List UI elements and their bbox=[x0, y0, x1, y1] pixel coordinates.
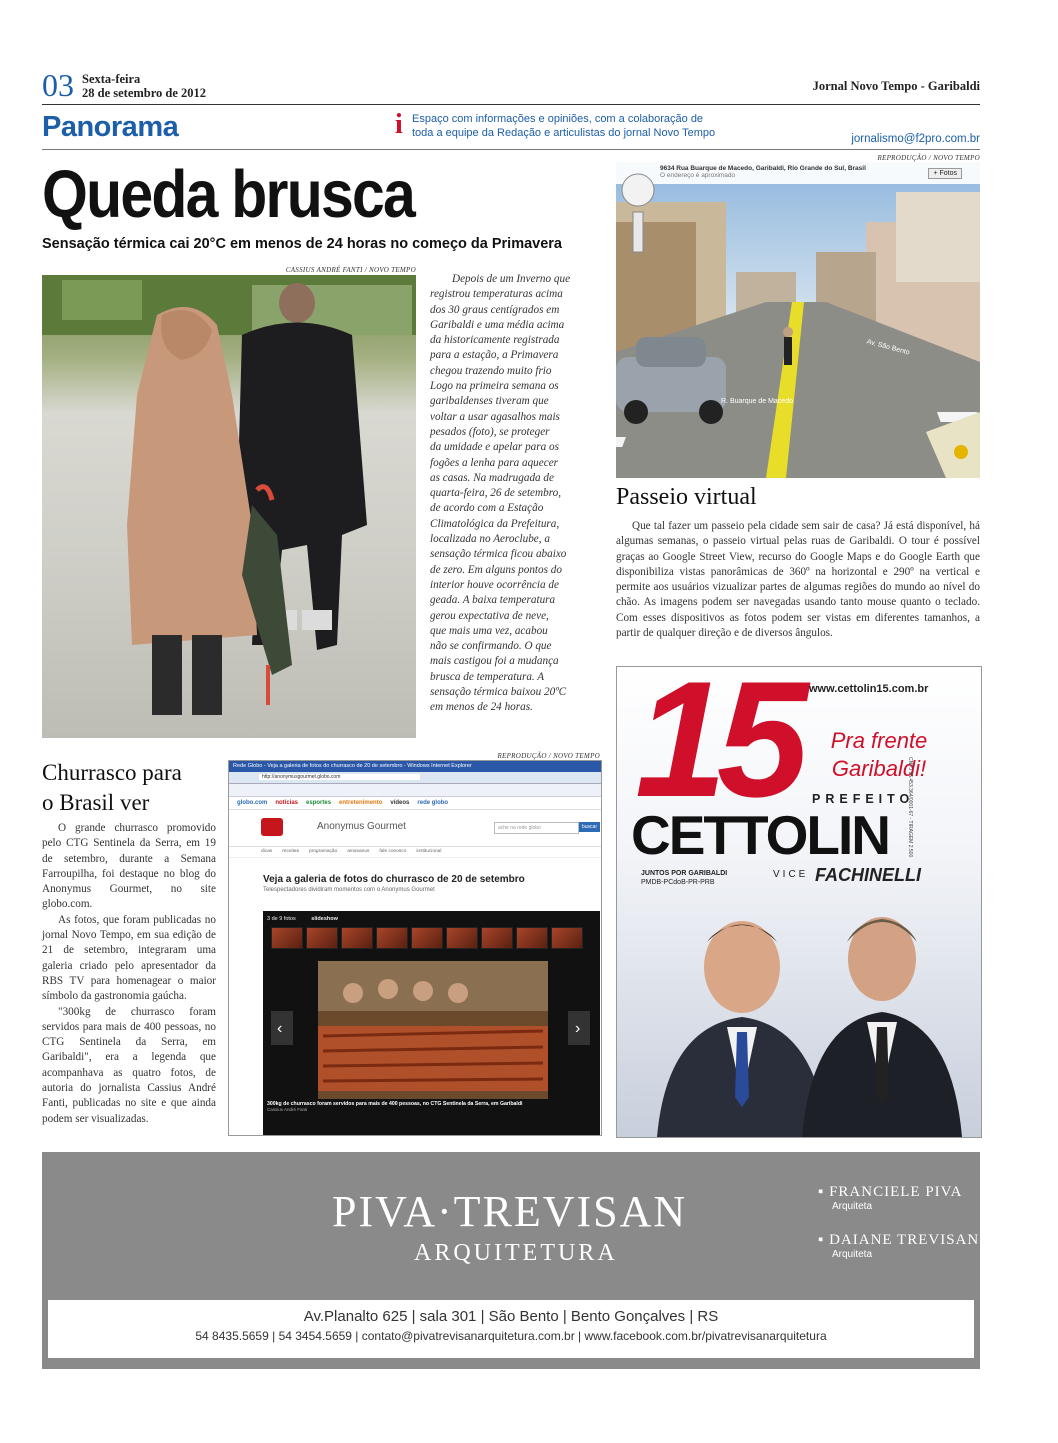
publication-name: Jornal Novo Tempo - Garibaldi bbox=[812, 79, 980, 93]
architect-brand: PIVA·TREVISAN bbox=[332, 1187, 688, 1236]
passeio-title: Passeio virtual bbox=[616, 484, 757, 510]
blog-search-input[interactable]: ache na rede globo bbox=[494, 822, 579, 834]
streetview-address-text: 9634 Rua Buarque de Macedo, Garibaldi, Rio Grande do Sul, Brasil bbox=[660, 165, 866, 172]
browser-addressbar[interactable] bbox=[229, 772, 601, 784]
churrasco-photo-credit: REPRODUÇÃO / NOVO TEMPO bbox=[497, 752, 600, 760]
main-body-line: garibaldenses tiveram que bbox=[430, 395, 549, 408]
blog-menu-item[interactable]: amavanus bbox=[347, 849, 370, 854]
main-body-line: de zero. Em alguns pontos do bbox=[430, 563, 562, 576]
campaign-parties: PMDB-PCdoB-PR-PRB bbox=[641, 879, 715, 886]
slideshow-label: slideshow bbox=[311, 916, 338, 922]
passeio-paragraph: Que tal fazer um passeio pela cidade sem sair de casa? Já está disponível, há algumas semanas, o passeio virtual pelas ruas de Garibaldi. O tour é possível graças ao Google Street View, recurso do Google Maps e do Google Earth que disponibiliza vistas panorâmicas de 360º na horizontal e 290º na vertical e permite aos usuários vizualizar partes de algumas regiões do mundo ao nível do chão. As imagens podem ser navegadas usando tanto mouse quanto o teclado. Com esses dispositivos as fotos podem ser vistas em diferentes tamanhos, a partir de qualquer direção e de diversos ângulos. bbox=[616, 520, 980, 640]
main-body-line: as casas. Na madrugada de bbox=[430, 471, 554, 484]
architect-person-2: ▪ DAIANE TREVISAN Arquiteta bbox=[818, 1232, 980, 1260]
architect-person-2-role: Arquiteta bbox=[832, 1249, 873, 1260]
main-body-line: Garibaldi e uma média acima bbox=[430, 318, 565, 331]
architect-brand-sub: ARQUITETURA bbox=[414, 1240, 618, 1266]
main-body-line: gerou expectativa de neve, bbox=[430, 609, 549, 622]
main-photo-drawing bbox=[42, 275, 416, 738]
main-body-line: sensação térmica baixou 20ºC bbox=[430, 686, 567, 699]
blog-menu bbox=[229, 847, 601, 858]
browser-titlebar: Rede Globo - Veja a galeria de fotos do churrasco de 20 de setembro - Windows Internet Explorer bbox=[229, 761, 601, 772]
main-body bbox=[430, 272, 590, 716]
main-photo bbox=[42, 275, 416, 738]
browser-toolbar bbox=[229, 784, 601, 797]
site-nav-item[interactable]: globo.com bbox=[237, 800, 268, 806]
section-note bbox=[412, 112, 715, 140]
site-nav bbox=[229, 797, 601, 810]
blog-name: Anonymus Gourmet bbox=[317, 821, 406, 832]
churrasco-title-line-2: o Brasil ver bbox=[42, 790, 150, 815]
main-body-line: da historicamente registrada bbox=[430, 334, 560, 347]
campaign-fine-print: CNPJ 16.453.364/0001-67 - TIRAGEM 2.500 bbox=[907, 757, 913, 858]
main-headline: Queda brusca bbox=[42, 157, 415, 232]
streetview-address-note: O endereço é aproximado bbox=[660, 172, 736, 179]
header-rule bbox=[42, 104, 980, 105]
browser-url: http://anonymusgourmet.globo.com bbox=[259, 774, 420, 780]
streetview-street-label-2: Av. São Bento bbox=[865, 338, 911, 357]
blog-menu-item[interactable]: receitas bbox=[282, 849, 299, 854]
slide-thumb[interactable] bbox=[411, 927, 443, 949]
slide-thumb[interactable] bbox=[341, 927, 373, 949]
campaign-role: PREFEITO bbox=[812, 792, 915, 806]
article-sub: Telespectadores dividiram momentos com o Anonymus Gourmet bbox=[263, 887, 435, 893]
campaign-slogan-line-2: Garibaldi! bbox=[831, 756, 927, 781]
slide-thumb[interactable] bbox=[481, 927, 513, 949]
blog-menu-item[interactable]: fale conosco bbox=[379, 849, 407, 854]
blog-menu-item[interactable]: institucional bbox=[416, 849, 442, 854]
site-nav-item[interactable]: entretenimento bbox=[339, 800, 383, 806]
site-nav-item[interactable]: notícias bbox=[275, 800, 299, 806]
campaign-candidates-photo bbox=[617, 897, 981, 1137]
churrasco-body bbox=[42, 821, 216, 1127]
architect-contact-box bbox=[48, 1300, 974, 1358]
main-body-line: não se confirmando. O que bbox=[430, 640, 552, 653]
main-body-line: sensação térmica ficou abaixo bbox=[430, 548, 567, 561]
slide-image bbox=[263, 951, 600, 1101]
campaign-coalition-name: JUNTOS POR GARIBALDI bbox=[641, 870, 728, 877]
section-note-line-2: toda a equipe da Redação e articulistas do jornal Novo Tempo bbox=[412, 127, 716, 139]
slide-next-icon[interactable]: › bbox=[575, 1020, 581, 1037]
main-body-line: Logo na primeira semana os bbox=[430, 380, 559, 393]
main-photo-credit: CASSIUS ANDRÉ FANTI / NOVO TEMPO bbox=[285, 266, 416, 274]
slideshow-bar bbox=[263, 911, 600, 927]
passeio-body bbox=[616, 519, 980, 641]
architect-ad bbox=[42, 1152, 980, 1369]
main-body-line: brusca de temperatura. A bbox=[430, 670, 545, 683]
site-nav-item[interactable]: esportes bbox=[306, 800, 332, 806]
site-nav-item[interactable]: rede globo bbox=[417, 800, 449, 806]
slide-thumb[interactable] bbox=[446, 927, 478, 949]
main-body-line: voltar a usar agasalhos mais bbox=[430, 410, 560, 423]
main-body-line: para a estação, a Primavera bbox=[430, 349, 559, 362]
slide-credit: Cassius André Fanti bbox=[267, 1107, 308, 1112]
slide-thumb[interactable] bbox=[376, 927, 408, 949]
blog-menu-item[interactable]: programação bbox=[309, 849, 338, 854]
main-body-line: chegou trazendo muito frio bbox=[430, 364, 552, 377]
campaign-vice-name: FACHINELLI bbox=[815, 865, 921, 885]
main-body-line: registrou temperaturas acima bbox=[430, 288, 563, 301]
main-body-line: interior houve ocorrência de bbox=[430, 578, 559, 591]
architect-person-2-name: DAIANE TREVISAN bbox=[829, 1232, 980, 1248]
churrasco-paragraph: "300kg de churrasco foram servidos para mais de 400 pessoas, no CTG Sentinela da Serra, em Garibaldi", era a legenda que acompanhava as quatro fotos, de autoria do jornalista Cassius André Fanti, publicadas no site e que ainda podem ser visualizadas. bbox=[42, 1005, 216, 1125]
main-body-line: pesados (foto), se proteger bbox=[430, 425, 550, 438]
main-subhead: Sensação térmica cai 20°C em menos de 24 horas no começo da Primavera bbox=[42, 236, 562, 252]
main-body-line: Depois de um Inverno que bbox=[452, 273, 571, 285]
architect-person-1: ▪ FRANCIELE PIVA Arquiteta bbox=[818, 1184, 963, 1212]
campaign-slogan bbox=[809, 727, 949, 783]
streetview-address bbox=[660, 165, 866, 179]
blog-header bbox=[229, 810, 601, 847]
section-title: Panorama bbox=[42, 111, 179, 143]
slide-thumb[interactable] bbox=[516, 927, 548, 949]
churrasco-paragraph: O grande churrasco promovido pelo CTG Sentinela da Serra, em 19 de setembro, durante a Semana Farroupilha, foi destaque no blog do Anonymus Gourmet, no site globo.com. bbox=[42, 822, 216, 911]
streetview-street-label-1: R. Buarque de Macedo bbox=[721, 398, 793, 405]
main-body-line: geada. A baixa temperatura bbox=[430, 594, 556, 607]
campaign-candidate: CETTOLIN bbox=[631, 804, 889, 866]
main-body-line: em menos de 24 horas. bbox=[430, 701, 533, 714]
campaign-url[interactable]: www.cettolin15.com.br bbox=[809, 683, 929, 695]
section-note-line-1: Espaço com informações e opiniões, com a colaboração de bbox=[412, 113, 704, 125]
campaign-number: 15 bbox=[635, 666, 799, 831]
streetview-photos-button[interactable]: + Fotos bbox=[928, 168, 962, 179]
architect-address: Av.Planalto 625 | sala 301 | São Bento | Bento Gonçalves | RS bbox=[303, 1308, 719, 1325]
architect-person-1-role: Arquiteta bbox=[832, 1201, 873, 1212]
campaign-ad bbox=[616, 666, 982, 1138]
slide-thumb[interactable] bbox=[551, 927, 583, 949]
slide-counter: 3 de 9 fotos bbox=[267, 916, 296, 922]
campaign-slogan-line-1: Pra frente bbox=[830, 728, 928, 753]
info-icon: i bbox=[395, 109, 403, 140]
slide-thumb[interactable] bbox=[306, 927, 338, 949]
campaign-coalition bbox=[641, 869, 727, 887]
blog-menu-item[interactable]: dicas bbox=[261, 849, 273, 854]
architect-person-1-name: FRANCIELE PIVA bbox=[829, 1184, 963, 1200]
slide-thumb[interactable] bbox=[271, 927, 303, 949]
weekday: Sexta-feira bbox=[82, 72, 141, 86]
main-body-line: localizada no Aeroclube, a bbox=[430, 533, 550, 546]
slideshow[interactable] bbox=[263, 911, 600, 1135]
churrasco-title-line-1: Churrasco para bbox=[42, 760, 182, 785]
slideshow-thumbs[interactable] bbox=[263, 927, 600, 951]
blog-logo bbox=[261, 818, 283, 836]
main-body-line: mais castigou foi a mudança bbox=[430, 655, 559, 668]
main-body-line: que mais uma vez, acabou bbox=[430, 624, 548, 637]
browser-screenshot bbox=[228, 760, 602, 1136]
churrasco-paragraph: As fotos, que foram publicadas no jornal Novo Tempo, em sua edição de 21 de setembro, integraram uma galeria criado pelo apresentador da RBS TV para homenagear o maior símbolo da gastronomia gaúcha. bbox=[42, 913, 216, 1003]
architect-contacts[interactable]: 54 8435.5659 | 54 3454.5659 | contato@pivatrevisanarquitetura.com.br | www.facebook.com.br/pivatrevisanarquitetura bbox=[195, 1329, 827, 1343]
streetview-screenshot bbox=[616, 162, 980, 478]
main-body-line: dos 30 graus centígrados em bbox=[430, 303, 560, 316]
churrasco-title bbox=[42, 758, 182, 818]
issue-date: 28 de setembro de 2012 bbox=[82, 86, 207, 100]
streetview-drawing bbox=[616, 162, 980, 478]
site-nav-item[interactable]: vídeos bbox=[390, 800, 410, 806]
campaign-vice-label: VICE bbox=[773, 869, 809, 880]
main-body-line: de acordo com a Estação bbox=[430, 502, 544, 515]
blog-search-button[interactable]: buscar bbox=[579, 822, 600, 832]
slide-caption: 300kg de churrasco foram servidos para mais de 400 pessoas, no CTG Sentinela da Serra, em Garibaldi bbox=[267, 1101, 523, 1107]
section-rule bbox=[42, 149, 980, 150]
page-number: 03 bbox=[42, 67, 74, 103]
main-body-line: quarta-feira, 26 de setembro, bbox=[430, 487, 562, 500]
contact-email[interactable]: jornalismo@f2pro.com.br bbox=[851, 133, 980, 145]
main-body-line: fogões a lenha para aquecer bbox=[430, 456, 559, 469]
article-title: Veja a galeria de fotos do churrasco de 20 de setembro bbox=[263, 874, 525, 885]
streetview-credit: REPRODUÇÃO / NOVO TEMPO bbox=[877, 154, 980, 162]
main-body-line: Climatológica da Prefeitura, bbox=[430, 517, 560, 530]
slide-prev-icon[interactable]: ‹ bbox=[277, 1020, 283, 1037]
main-body-line: da umidade e apelar para os bbox=[430, 441, 559, 454]
